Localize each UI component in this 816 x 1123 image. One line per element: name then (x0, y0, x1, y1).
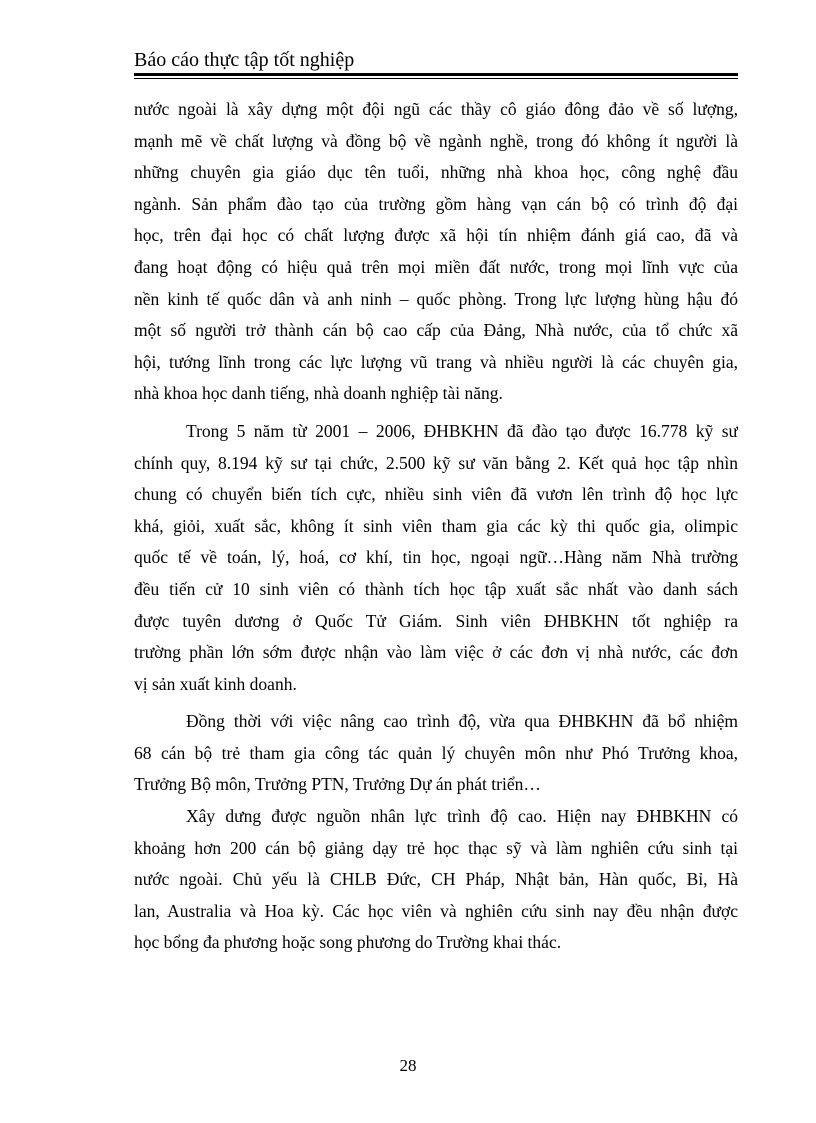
text-line: Trong 5 năm từ 2001 – 2006, ĐHBKHN đã đào tạo được 16.778 kỹ sư (186, 420, 738, 441)
text-line: quốc tế về toán, lý, hoá, cơ khí, tin học, ngoại ngữ…Hàng năm Nhà trường (134, 547, 738, 568)
text-line: Xây dưng được nguồn nhân lực trình độ cao. Hiện nay ĐHBKHN có (186, 806, 738, 827)
page-header (134, 48, 738, 79)
text-line: được tuyên dương ở Quốc Tử Giám. Sinh viên ĐHBKHN tốt nghiệp ra (134, 610, 738, 631)
text-line: 68 cán bộ trẻ tham gia công tác quản lý chuyên môn như Phó Trưởng khoa, (134, 742, 738, 763)
text-line: khoảng hơn 200 cán bộ giảng dạy trẻ học thạc sỹ và làm nghiên cứu sinh tại (134, 837, 738, 858)
text-line: chính quy, 8.194 kỹ sư tại chức, 2.500 kỹ sư văn bằng 2. Kết quả học tập nhìn (134, 452, 738, 473)
text-line: nhà khoa học danh tiếng, nhà doanh nghiệp tài năng. (134, 383, 503, 404)
text-line: mạnh mẽ về chất lượng và đồng bộ về ngành nghề, trong đó không ít người là (134, 130, 738, 151)
text-line: nước ngoài là xây dựng một đội ngũ các thầy cô giáo đông đảo về số lượng, (134, 99, 738, 119)
paragraph-4 (134, 801, 738, 959)
header-title: Báo cáo thực tập tốt nghiệp (134, 49, 355, 71)
text-line: Đồng thời với việc nâng cao trình độ, vừa qua ĐHBKHN đã bổ nhiệm (186, 711, 738, 732)
text-line: một số người trở thành cán bộ cao cấp của Đảng, Nhà nước, của tổ chức xã (134, 320, 738, 341)
text-line: vị sản xuất kinh doanh. (134, 673, 297, 694)
text-line: ngành. Sản phẩm đào tạo của trường gồm hàng vạn cán bộ có trình độ đại (134, 193, 738, 214)
text-line: những chuyên gia giáo dục tên tuổi, những nhà khoa học, công nghệ đầu (134, 162, 738, 183)
text-line: đều tiến cử 10 sinh viên có thành tích học tập xuất sắc nhất vào danh sách (134, 578, 738, 599)
body-text (134, 94, 738, 959)
text-line: Trưởng Bộ môn, Trưởng PTN, Trưởng Dự án phát triển… (134, 774, 541, 795)
text-line: lan, Australia và Hoa kỳ. Các học viên và nghiên cứu sinh nay đều nhận được (134, 900, 738, 921)
header-rule-thin (134, 78, 738, 79)
paragraph-3 (134, 706, 738, 801)
text-line: học, trên đại học có chất lượng được xã hội tín nhiệm đánh giá cao, đã và (134, 225, 738, 246)
page-number: 28 (399, 1056, 417, 1075)
paragraph-1 (134, 94, 738, 410)
text-line: học bổng đa phương hoặc song phương do Trường khai thác. (134, 932, 562, 953)
text-line: nước ngoài. Chủ yếu là CHLB Đức, CH Pháp, Nhật bản, Hàn quốc, Bỉ, Hà (134, 869, 738, 890)
text-line: hội, tướng lĩnh trong các lực lượng vũ trang và nhiều người là các chuyên gia, (134, 351, 738, 372)
text-line: trường phần lớn sớm được nhận vào làm việc ở các đơn vị nhà nước, các đơn (134, 642, 738, 663)
header-rule-thick (134, 73, 738, 76)
text-line: chung có chuyển biến tích cực, nhiều sinh viên đã vươn lên trình độ học lực (134, 484, 738, 505)
text-line: nền kinh tế quốc dân và anh ninh – quốc phòng. Trong lực lượng hùng hậu đó (134, 288, 738, 309)
text-line: đang hoạt động có hiệu quả trên mọi miền đất nước, trong mọi lĩnh vực của (134, 256, 738, 277)
paragraph-2 (134, 416, 738, 700)
text-line: khá, giỏi, xuất sắc, không ít sinh viên tham gia các kỳ thi quốc gia, olimpic (134, 515, 738, 536)
